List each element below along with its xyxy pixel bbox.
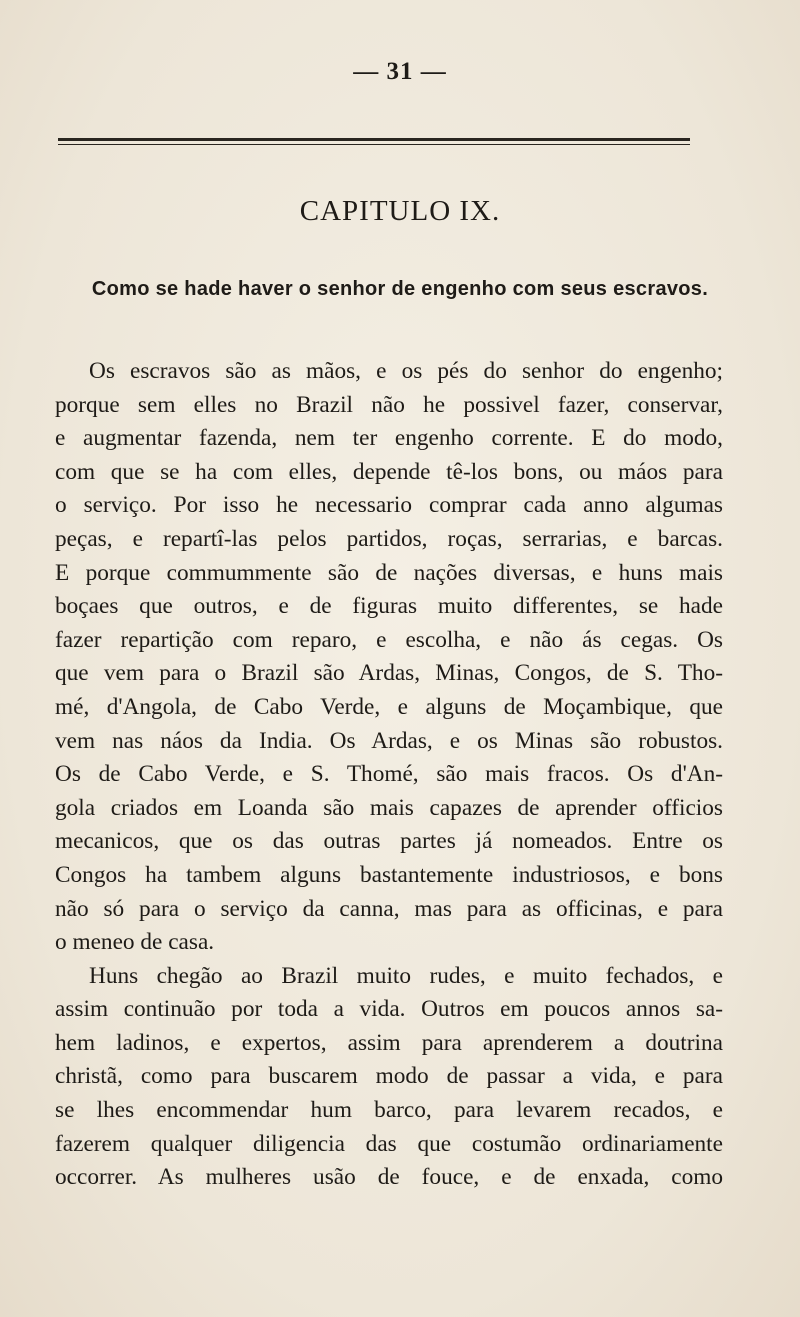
text-line: não só para o serviço da canna, mas para as officinas, e para <box>55 895 723 922</box>
body-text <box>55 355 723 1195</box>
double-rule-divider <box>58 138 690 146</box>
text-line: Congos ha tambem alguns bastantemente industriosos, e bons <box>55 861 723 888</box>
text-line: fazer repartição com reparo, e escolha, e não ás cegas. Os <box>55 626 723 653</box>
text-line: e augmentar fazenda, nem ter engenho corrente. E do modo, <box>55 425 723 452</box>
text-line: Huns chegão ao Brazil muito rudes, e muito fechados, e <box>89 962 723 989</box>
text-line: que vem para o Brazil são Ardas, Minas, Congos, de S. Tho- <box>55 660 723 687</box>
page-number: — 31 — <box>353 58 447 85</box>
text-line: com que se ha com elles, depende tê-los bons, ou máos para <box>55 458 723 485</box>
text-line: fazerem qualquer diligencia das que costumão ordinariamente <box>55 1130 723 1157</box>
chapter-subtitle: Como se hade haver o senhor de engenho com seus escravos. <box>91 278 709 300</box>
text-line: mé, d'Angola, de Cabo Verde, e alguns de Moçambique, que <box>55 693 723 720</box>
text-line: Os de Cabo Verde, e S. Thomé, são mais fracos. Os d'An- <box>55 761 723 788</box>
chapter-title: CAPITULO IX. <box>299 195 501 227</box>
text-line: se lhes encommendar hum barco, para levarem recados, e <box>55 1097 723 1124</box>
text-line: occorrer. As mulheres usão de fouce, e de enxada, como <box>55 1164 723 1191</box>
text-line: o meneo de casa. <box>55 929 215 956</box>
text-line: Os escravos são as mãos, e os pés do senhor do engenho; <box>89 358 723 384</box>
text-line: hem ladinos, e expertos, assim para aprenderem a doutrina <box>55 1029 723 1056</box>
text-line: porque sem elles no Brazil não he possivel fazer, conservar, <box>55 391 723 418</box>
text-line: christã, como para buscarem modo de passar a vida, e para <box>55 1063 723 1090</box>
text-line: boçaes que outros, e de figuras muito differentes, se hade <box>55 593 723 620</box>
text-line: mecanicos, que os das outras partes já nomeados. Entre os <box>55 828 723 855</box>
rule-thick-line <box>58 138 690 141</box>
text-line: E porque commummente são de nações diversas, e huns mais <box>55 559 723 586</box>
text-line: peças, e repartî-las pelos partidos, roças, serrarias, e barcas. <box>55 525 723 552</box>
text-line: vem nas náos da India. Os Ardas, e os Minas são robustos. <box>55 727 723 754</box>
text-line: gola criados em Loanda são mais capazes de aprender officios <box>55 794 723 821</box>
text-line: o serviço. Por isso he necessario comprar cada anno algumas <box>55 492 723 519</box>
rule-thin-line <box>58 144 690 145</box>
text-line: assim continuão por toda a vida. Outros em poucos annos sa- <box>55 996 723 1023</box>
